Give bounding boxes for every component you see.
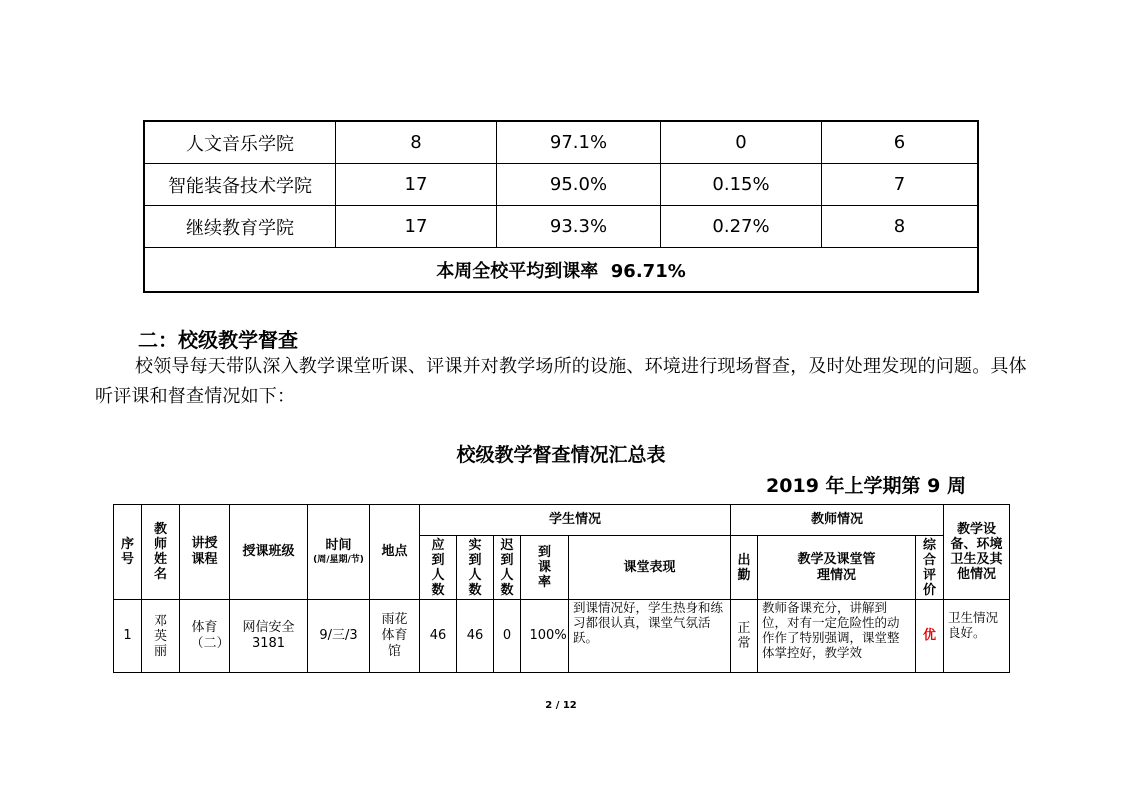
cell-overall [916,600,944,673]
cell-class: 网信安全3181 [230,600,308,673]
table-cell: 0 [661,121,822,164]
attendance-stats-table [143,120,979,293]
cell-seq: 1 [114,600,142,673]
average-row [144,248,978,293]
cell-class-performance: 到课情况好，学生热身和练习都很认真，课堂气氛活跃。 [569,600,731,673]
table-row [144,121,978,164]
header-course: 讲授课程 [180,505,230,600]
average-value: 96.71% [610,260,686,282]
header-class-performance: 课堂表现 [569,536,731,600]
cell-teacher: 邓英丽 [142,600,180,673]
header-actual: 实到人数 [457,536,494,600]
table-row [144,164,978,206]
table-cell: 6 [822,121,979,164]
supervision-table-title: 校级教学督查情况汇总表 [456,444,666,466]
section-paragraph: 校领导每天带队深入教学课堂听课、评课并对教学场所的设施、环境进行现场督查，及时处理发现的问题。具体听评课和督查情况如下： [95,356,1027,407]
average-rate-cell [144,248,978,293]
table-row [114,600,1010,673]
header-seq: 序号 [114,505,142,600]
table-cell: 8 [336,121,497,164]
table-cell: 17 [336,206,497,248]
cell-attendance: 正常 [731,600,758,673]
header-row [114,505,1010,536]
header-overall: 综合评价 [916,536,944,600]
table-cell: 95.0% [497,164,661,206]
college-name: 智能装备技术学院 [144,164,336,206]
header-teacher-group: 教师情况 [731,505,944,536]
cell-location: 雨花体育馆 [370,600,420,673]
header-facilities: 教学设备、环境卫生及其他情况 [944,505,1010,600]
cell-late: 0 [494,600,521,673]
college-name: 人文音乐学院 [144,121,336,164]
table-row [144,206,978,248]
header-attendance: 出勤 [731,536,758,600]
header-rate: 到课率 [521,536,569,600]
term-label: 2019 年上学期第 9 周 [766,475,966,497]
table-cell: 97.1% [497,121,661,164]
cell-actual: 46 [457,600,494,673]
cell-time: 9/三/3 [308,600,370,673]
table-cell: 93.3% [497,206,661,248]
college-name: 继续教育学院 [144,206,336,248]
header-time-label: 时间 [325,538,352,553]
table-cell: 0.27% [661,206,822,248]
header-teaching-mgmt: 教学及课堂管理情况 [758,536,916,600]
average-label: 本周全校平均到课率 [436,260,599,282]
cell-rate: 100% [521,600,569,673]
header-late: 迟到人数 [494,536,521,600]
table-cell: 7 [822,164,979,206]
header-class: 授课班级 [230,505,308,600]
table-cell: 8 [822,206,979,248]
header-teacher-name: 教师姓名 [142,505,180,600]
header-expected: 应到人数 [420,536,457,600]
supervision-table [113,504,1010,673]
header-time [308,505,370,600]
cell-expected: 46 [420,600,457,673]
page-number: 2 / 12 [545,700,577,711]
grade-badge: 优 [923,628,937,643]
table-cell: 17 [336,164,497,206]
cell-teaching-mgmt: 教师备课充分，讲解到位，对有一定危险性的动作作了特别强调，课堂整体掌控好，教学效 [758,600,916,673]
table-cell: 0.15% [661,164,822,206]
cell-course: 体育（二） [180,600,230,673]
header-location: 地点 [370,505,420,600]
cell-facilities: 卫生情况良好。 [944,600,1010,673]
header-time-sub: (周/星期/节) [313,555,364,565]
section-heading: 二：校级教学督查 [138,328,298,352]
header-student-group: 学生情况 [420,505,731,536]
